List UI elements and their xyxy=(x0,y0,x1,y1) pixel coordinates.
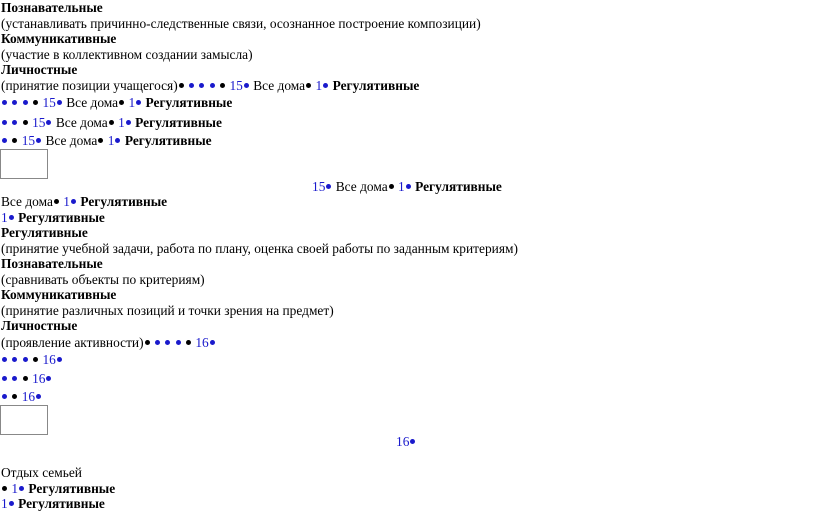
bullet-dot-icon xyxy=(19,486,24,491)
number-sixteen: 16 xyxy=(32,371,46,386)
heading-regulative-2: Регулятивные xyxy=(1,225,88,240)
number-one: 1 xyxy=(118,115,125,130)
label-regulative: Регулятивные xyxy=(80,194,168,209)
number-one: 1 xyxy=(128,95,136,110)
bullet-dot-icon xyxy=(2,376,7,381)
personal-desc-1: (принятие позиции учащегося) xyxy=(1,78,178,93)
bullet-line-5 xyxy=(1,352,63,368)
bullet-dot-icon xyxy=(210,83,215,88)
number-sixteen: 16 xyxy=(21,389,36,404)
number-one: 1 xyxy=(398,179,405,194)
bullet-dot-icon xyxy=(46,376,51,381)
label-regulative: Регулятивные xyxy=(332,78,420,93)
bullet-line-4 xyxy=(1,133,212,149)
label-regulative: Регулятивные xyxy=(145,95,233,110)
number-sixteen: 16 xyxy=(396,434,410,449)
label-regulative: Регулятивные xyxy=(28,481,116,496)
heading-communicative-1: Коммуникативные xyxy=(1,31,117,46)
number-one: 1 xyxy=(1,210,8,225)
heading-cognitive-2: Познавательные xyxy=(1,256,103,271)
empty-image-box xyxy=(0,405,48,435)
bullet-dot-icon xyxy=(98,138,103,143)
heading-personal-2: Личностные xyxy=(1,318,78,333)
bullet-dot-icon xyxy=(33,100,38,105)
personal-line-1 xyxy=(1,78,419,94)
empty-image-box xyxy=(0,149,48,179)
bullet-dot-icon xyxy=(155,340,160,345)
bullet-dot-icon xyxy=(12,120,17,125)
label-regulative: Регулятивные xyxy=(18,210,105,225)
cognitive-desc-2: (сравнивать объекты по критериям) xyxy=(1,272,205,287)
heading-communicative-2: Коммуникативные xyxy=(1,287,117,302)
bullet-dot-icon xyxy=(12,357,17,362)
bullet-dot-icon xyxy=(9,501,14,506)
bullet-dot-icon xyxy=(23,100,28,105)
bullet-dot-icon xyxy=(199,83,204,88)
number-fifteen: 15 xyxy=(32,115,46,130)
bullet-dot-icon xyxy=(326,184,331,189)
family-rest-text: Отдых семьей xyxy=(1,465,82,480)
number-one: 1 xyxy=(11,481,19,496)
bullet-line-2 xyxy=(1,95,232,111)
bullet-dot-icon xyxy=(119,100,124,105)
bullet-dot-icon xyxy=(23,120,28,125)
text-all-home: Все дома xyxy=(66,95,119,110)
one-line xyxy=(1,210,105,226)
text-all-home: Все дома xyxy=(253,78,306,93)
bullet-dot-icon xyxy=(57,100,62,105)
personal-line-2 xyxy=(1,335,216,351)
label-regulative: Регулятивные xyxy=(135,115,222,130)
label-regulative: Регулятивные xyxy=(415,179,502,194)
bullet-dot-icon xyxy=(389,184,394,189)
bullet-dot-icon xyxy=(46,120,51,125)
communicative-desc-2: (принятие различных позиций и точки зрения на предмет) xyxy=(1,303,334,318)
bullet-dot-icon xyxy=(2,357,7,362)
heading-personal-1: Личностные xyxy=(1,62,78,77)
number-fifteen: 15 xyxy=(229,78,243,93)
bullet-dot-icon xyxy=(186,340,191,345)
bullet-dot-icon xyxy=(2,120,7,125)
bullet-dot-icon xyxy=(145,340,150,345)
bullet-dot-icon xyxy=(244,83,249,88)
bullet-dot-icon xyxy=(323,83,328,88)
label-regulative: Регулятивные xyxy=(18,496,105,511)
bullet-line-7 xyxy=(1,389,42,405)
centered-line-1 xyxy=(312,179,502,195)
centered-line-2 xyxy=(396,434,416,450)
bullet-dot-icon xyxy=(306,83,311,88)
bullet-dot-icon xyxy=(2,138,7,143)
bullet-dot-icon xyxy=(33,357,38,362)
bullet-dot-icon xyxy=(23,357,28,362)
one-line-2 xyxy=(1,496,105,512)
bullet-dot-icon xyxy=(220,83,225,88)
bullet-line-3 xyxy=(1,115,222,131)
bullet-dot-icon xyxy=(2,486,7,491)
bullet-dot-icon xyxy=(115,138,120,143)
bullet-dot-icon xyxy=(12,100,17,105)
bullet-dot-icon xyxy=(210,340,215,345)
number-one: 1 xyxy=(315,78,323,93)
bullet-dot-icon xyxy=(410,439,415,444)
text-all-home: Все дома xyxy=(55,115,108,130)
number-sixteen: 16 xyxy=(195,335,209,350)
communicative-desc-1: (участие в коллективном создании замысла) xyxy=(1,47,253,62)
number-one: 1 xyxy=(107,133,115,148)
number-fifteen: 15 xyxy=(21,133,36,148)
regulative-desc-2: (принятие учебной задачи, работа по плану, оценка своей работы по заданным критериям) xyxy=(1,241,518,256)
label-regulative: Регулятивные xyxy=(124,133,212,148)
bullet-dot-icon xyxy=(109,120,114,125)
bullet-dot-icon xyxy=(36,138,41,143)
text-all-home: Все дома xyxy=(1,194,53,209)
bullet-line-6 xyxy=(1,371,52,387)
bullet-dot-icon xyxy=(12,138,17,143)
home-line xyxy=(1,194,167,210)
number-fifteen: 15 xyxy=(42,95,56,110)
bullet-dot-icon xyxy=(2,394,7,399)
number-sixteen: 16 xyxy=(42,352,56,367)
bullet-dot-icon xyxy=(179,83,184,88)
bullet-dot-icon xyxy=(2,100,7,105)
bullet-dot-icon xyxy=(12,376,17,381)
bullet-dot-icon xyxy=(176,340,181,345)
bullet-dot-icon xyxy=(71,199,76,204)
bullet-dot-icon xyxy=(189,83,194,88)
number-one: 1 xyxy=(63,194,70,209)
bullet-dot-icon xyxy=(36,394,41,399)
bullet-dot-icon xyxy=(23,376,28,381)
number-one: 1 xyxy=(1,496,8,511)
text-all-home: Все дома xyxy=(45,133,98,148)
heading-cognitive-1: Познавательные xyxy=(1,0,103,15)
bullet-line-8 xyxy=(1,481,115,497)
bullet-dot-icon xyxy=(12,394,17,399)
bullet-dot-icon xyxy=(406,184,411,189)
number-fifteen: 15 xyxy=(312,179,326,194)
bullet-dot-icon xyxy=(136,100,141,105)
cognitive-desc-1: (устанавливать причинно-следственные связи, осознанное построение композиции) xyxy=(1,16,481,31)
text-all-home: Все дома xyxy=(335,179,388,194)
bullet-dot-icon xyxy=(9,215,14,220)
bullet-dot-icon xyxy=(57,357,62,362)
bullet-dot-icon xyxy=(126,120,131,125)
personal-desc-2: (проявление активности) xyxy=(1,335,144,350)
bullet-dot-icon xyxy=(54,199,59,204)
bullet-dot-icon xyxy=(165,340,170,345)
